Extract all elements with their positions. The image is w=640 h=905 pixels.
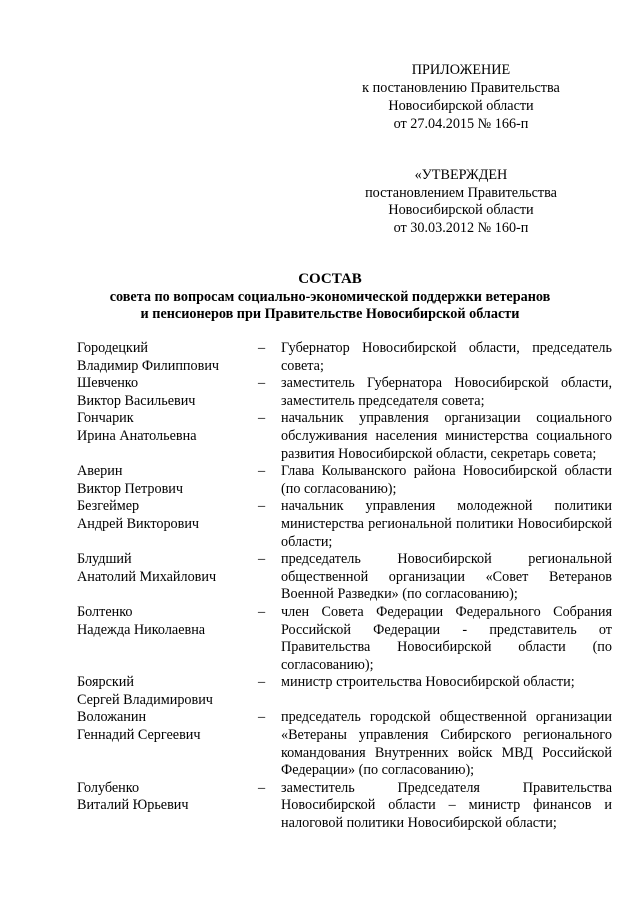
member-role: председатель Новосибирской региональной общественной организации «Совет Ветеранов Военной Разведки» (по согласованию); — [281, 551, 612, 603]
member-row — [77, 709, 612, 779]
dash-separator: – — [258, 674, 266, 691]
member-name — [77, 498, 258, 551]
member-role: Губернатор Новосибирской области, председатель совета; — [281, 340, 612, 374]
member-surname: Городецкий — [77, 340, 149, 356]
member-row — [77, 498, 612, 551]
dash-separator: – — [258, 551, 266, 568]
member-name — [77, 463, 258, 498]
member-name — [77, 604, 258, 674]
member-surname: Шевченко — [77, 375, 139, 392]
member-role: заместитель Губернатора Новосибирской области, заместитель председателя совета; — [281, 375, 612, 409]
member-role: заместитель Председателя Правительства Новосибирской области – министр финансов и налоговой политики Новосибирской области; — [281, 779, 612, 832]
member-role: начальник управления организации социального обслуживания населения министерства социального развития Новосибирской области, секретарь совета; — [281, 410, 612, 462]
member-name — [77, 375, 258, 410]
appendix-reference: к постановлению Правительства — [362, 80, 560, 96]
member-surname: Аверин — [77, 463, 123, 480]
member-given-name: Надежда Николаевна — [77, 621, 206, 638]
member-given-name: Виктор Петрович — [77, 480, 184, 497]
member-role: министр строительства Новосибирской области; — [281, 674, 575, 691]
member-given-name: Виталий Юрьевич — [77, 797, 189, 814]
title-line-2: и пенсионеров при Правительстве Новосибирской области — [140, 306, 520, 322]
member-surname: Голубенко — [77, 779, 140, 796]
document-title — [60, 271, 600, 324]
dash-separator: – — [258, 410, 266, 427]
member-given-name: Геннадий Сергеевич — [77, 727, 201, 744]
member-row — [77, 340, 612, 375]
member-name — [77, 674, 258, 709]
member-role: начальник управления молодежной политики министерства региональной политики Новосибирской области; — [281, 498, 612, 550]
approval-region: Новосибирской области — [388, 202, 534, 218]
member-surname: Болтенко — [77, 603, 133, 620]
member-surname: Безгеймер — [77, 498, 140, 515]
dash-separator: – — [258, 340, 266, 356]
member-row — [77, 780, 612, 833]
appendix-date-number: от 27.04.2015 № 166-п — [393, 116, 529, 132]
approval-label: «УТВЕРЖДЕН — [414, 167, 508, 183]
member-row — [77, 551, 612, 604]
dash-separator: – — [258, 463, 266, 480]
member-role: председатель городской общественной организации «Ветераны управления Сибирского регионального командования Внутренних войск МВД Российской Федерации» (по согласованию); — [281, 709, 612, 779]
member-given-name: Анатолий Михайлович — [77, 568, 217, 585]
member-surname: Гончарик — [77, 410, 134, 427]
member-row — [77, 604, 612, 674]
member-row — [77, 674, 612, 709]
dash-separator: – — [258, 779, 266, 796]
member-given-name: Виктор Васильевич — [77, 392, 196, 409]
member-row — [77, 410, 612, 463]
member-role: Глава Колыванского района Новосибирской области (по согласованию); — [281, 463, 612, 497]
appendix-label: ПРИЛОЖЕНИЕ — [411, 62, 511, 78]
appendix-header — [300, 61, 622, 133]
approval-date-number: от 30.03.2012 № 160-п — [393, 219, 529, 236]
member-given-name: Сергей Владимирович — [77, 691, 213, 708]
member-name — [77, 340, 258, 375]
member-name — [77, 410, 258, 463]
member-row — [77, 463, 612, 498]
dash-separator: – — [258, 603, 266, 620]
dash-separator: – — [258, 375, 266, 392]
member-name — [77, 551, 258, 604]
dash-separator: – — [258, 709, 266, 726]
member-name — [77, 709, 258, 779]
title-main: СОСТАВ — [298, 271, 362, 287]
member-given-name: Андрей Викторович — [77, 515, 200, 532]
appendix-region: Новосибирской области — [388, 98, 534, 114]
member-row — [77, 375, 612, 410]
member-surname: Воложанин — [77, 709, 147, 726]
member-name — [77, 780, 258, 833]
member-given-name: Владимир Филиппович — [77, 357, 220, 374]
members-list — [77, 340, 612, 833]
member-surname: Боярский — [77, 674, 134, 691]
approval-reference: постановлением Правительства — [365, 184, 557, 201]
member-role: член Совета Федерации Федерального Собрания Российской Федерации - представитель от Правительства Новосибирской области (по согласованию); — [281, 603, 612, 673]
member-given-name: Ирина Анатольевна — [77, 427, 197, 444]
dash-separator: – — [258, 498, 266, 515]
approval-stamp — [300, 167, 622, 237]
member-surname: Блудший — [77, 551, 132, 568]
title-line-1: совета по вопросам социально-экономической поддержки ветеранов — [109, 288, 551, 305]
